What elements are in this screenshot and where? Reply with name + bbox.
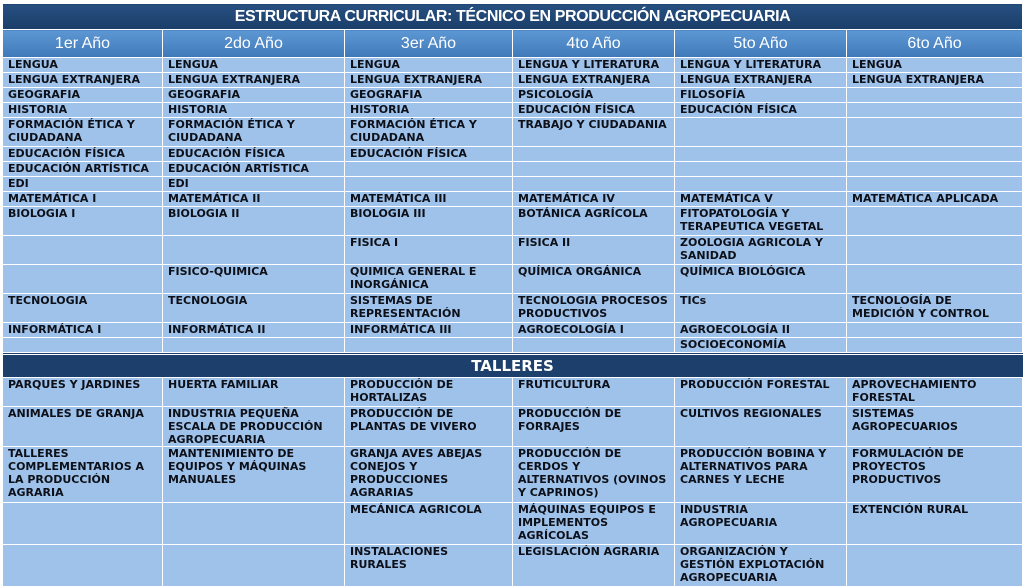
table-cell	[513, 177, 675, 192]
table-cell: EDUCACIÓN ARTÍSTICA	[3, 162, 163, 177]
year-header-row	[3, 30, 1023, 58]
table-cell: APROVECHAMIENTO FORESTAL	[847, 378, 1023, 407]
table-cell: PRODUCCIÓN DE PLANTAS DE VIVERO	[345, 407, 513, 447]
table-cell: MECÁNICA AGRICOLA	[345, 503, 513, 545]
year-header: 1er Año	[3, 30, 163, 58]
table-cell	[675, 162, 847, 177]
subject-row	[3, 265, 1023, 294]
table-cell: HISTORIA	[345, 103, 513, 118]
subject-row	[3, 338, 1023, 353]
table-cell: EDUCACIÓN FÍSICA	[163, 147, 345, 162]
table-cell	[3, 236, 163, 265]
year-header: 2do Año	[163, 30, 345, 58]
table-cell: FISICA II	[513, 236, 675, 265]
table-cell	[847, 236, 1023, 265]
subject-row	[3, 207, 1023, 236]
table-cell	[345, 162, 513, 177]
table-cell: TALLERES COMPLEMENTARIOS A LA PRODUCCIÓN AGRARIA	[3, 447, 163, 503]
table-cell: PSICOLOGÍA	[513, 88, 675, 103]
table-cell: QUIMICA GENERAL E INORGÁNICA	[345, 265, 513, 294]
table-cell: LENGUA Y LITERATURA	[513, 58, 675, 73]
table-cell	[847, 103, 1023, 118]
table-cell: FRUTICULTURA	[513, 378, 675, 407]
table-cell	[163, 503, 345, 545]
table-cell: MATEMÁTICA II	[163, 192, 345, 207]
table-cell: FORMACIÓN ÉTICA Y CIUDADANA	[3, 118, 163, 147]
table-cell	[3, 545, 163, 587]
table-cell	[513, 162, 675, 177]
table-cell	[163, 236, 345, 265]
subject-row	[3, 147, 1023, 162]
table-cell: FILOSOFÍA	[675, 88, 847, 103]
subject-row	[3, 236, 1023, 265]
table-cell: INFORMÁTICA II	[163, 323, 345, 338]
table-cell	[847, 545, 1023, 587]
table-cell: PRODUCCIÓN FORESTAL	[675, 378, 847, 407]
year-header: 5to Año	[675, 30, 847, 58]
table-cell: FORMACIÓN ÉTICA Y CIUDADANA	[163, 118, 345, 147]
subject-row	[3, 323, 1023, 338]
table-cell	[847, 207, 1023, 236]
table-cell	[847, 177, 1023, 192]
table-cell: AGROECOLOGÍA I	[513, 323, 675, 338]
table-cell: MÁQUINAS EQUIPOS E IMPLEMENTOS AGRÍCOLAS	[513, 503, 675, 545]
table-cell: MATEMÁTICA IV	[513, 192, 675, 207]
table-cell: PRODUCCIÓN DE HORTALIZAS	[345, 378, 513, 407]
table-cell: EDUCACIÓN FÍSICA	[513, 103, 675, 118]
table-cell: EDUCACIÓN FÍSICA	[3, 147, 163, 162]
table-cell	[513, 338, 675, 353]
table-cell: PRODUCCIÓN DE FORRAJES	[513, 407, 675, 447]
table-cell: EDUCACIÓN FÍSICA	[345, 147, 513, 162]
table-cell	[675, 177, 847, 192]
subject-row	[3, 162, 1023, 177]
table-cell: EXTENCIÓN RURAL	[847, 503, 1023, 545]
subject-row	[3, 294, 1023, 323]
table-cell: LENGUA EXTRANJERA	[847, 73, 1023, 88]
table-cell: GEOGRAFIA	[3, 88, 163, 103]
table-cell: QUÍMICA BIOLÓGICA	[675, 265, 847, 294]
subject-row	[3, 118, 1023, 147]
table-cell: AGROECOLOGÍA II	[675, 323, 847, 338]
curriculum-table	[2, 3, 1023, 587]
table-cell: LENGUA EXTRANJERA	[513, 73, 675, 88]
table-cell: FORMACIÓN ÉTICA Y CIUDADANA	[345, 118, 513, 147]
table-cell: LENGUA EXTRANJERA	[163, 73, 345, 88]
year-header: 4to Año	[513, 30, 675, 58]
table-cell: LENGUA	[3, 58, 163, 73]
table-cell: GRANJA AVES ABEJAS CONEJOS Y PRODUCCIONES AGRARIAS	[345, 447, 513, 503]
table-cell: FITOPATOLOGÍA Y TERAPEUTICA VEGETAL	[675, 207, 847, 236]
table-cell	[847, 338, 1023, 353]
table-cell: BIOLOGIA III	[345, 207, 513, 236]
talleres-section	[3, 355, 1023, 378]
table-cell: MATEMÁTICA III	[345, 192, 513, 207]
table-cell: GEOGRAFIA	[163, 88, 345, 103]
table-cell: FORMULACIÓN DE PROYECTOS PRODUCTIVOS	[847, 447, 1023, 503]
table-cell	[163, 338, 345, 353]
table-cell: ZOOLOGIA AGRICOLA Y SANIDAD	[675, 236, 847, 265]
table-cell: LENGUA EXTRANJERA	[3, 73, 163, 88]
table-cell: PRODUCCIÓN DE CERDOS Y ALTERNATIVOS (OVINOS Y CAPRINOS)	[513, 447, 675, 503]
table-cell: PRODUCCIÓN BOBINA Y ALTERNATIVOS PARA CARNES Y LECHE	[675, 447, 847, 503]
table-cell	[3, 503, 163, 545]
subject-row	[3, 177, 1023, 192]
year-header: 3er Año	[345, 30, 513, 58]
table-cell: INSTALACIONES RURALES	[345, 545, 513, 587]
table-cell: LENGUA	[345, 58, 513, 73]
table-cell	[3, 338, 163, 353]
table-cell: TECNOLOGIA	[163, 294, 345, 323]
table-cell	[163, 545, 345, 587]
table-cell: SOCIOECONOMÍA	[675, 338, 847, 353]
table-cell: LENGUA	[847, 58, 1023, 73]
table-cell: TECNOLOGÍA DE MEDICIÓN Y CONTROL	[847, 294, 1023, 323]
table-cell: FISICA I	[345, 236, 513, 265]
table-cell: BOTÁNICA AGRÍCOLA	[513, 207, 675, 236]
table-cell: INDUSTRIA AGROPECUARIA	[675, 503, 847, 545]
table-cell: QUÍMICA ORGÁNICA	[513, 265, 675, 294]
table-title: ESTRUCTURA CURRICULAR: TÉCNICO EN PRODUCCIÓN AGROPECUARIA	[3, 4, 1023, 30]
title-row	[3, 4, 1023, 30]
table-cell: MANTENIMIENTO DE EQUIPOS Y MÁQUINAS MANUALES	[163, 447, 345, 503]
year-header: 6to Año	[847, 30, 1023, 58]
table-cell: MATEMÁTICA I	[3, 192, 163, 207]
table-cell: SISTEMAS DE REPRESENTACIÓN	[345, 294, 513, 323]
subjects-body	[3, 58, 1023, 355]
table-cell: SISTEMAS AGROPECUARIOS	[847, 407, 1023, 447]
table-cell: TECNOLOGIA PROCESOS PRODUCTIVOS	[513, 294, 675, 323]
taller-row	[3, 545, 1023, 587]
table-cell	[847, 147, 1023, 162]
table-cell: BIOLOGIA II	[163, 207, 345, 236]
taller-row	[3, 503, 1023, 545]
taller-row	[3, 378, 1023, 407]
table-cell: BIOLOGIA I	[3, 207, 163, 236]
table-cell: LEGISLACIÓN AGRARIA	[513, 545, 675, 587]
table-cell	[513, 147, 675, 162]
table-cell	[847, 265, 1023, 294]
table-cell: EDUCACIÓN FÍSICA	[675, 103, 847, 118]
talleres-title: TALLERES	[3, 355, 1023, 378]
talleres-body	[3, 378, 1023, 587]
table-cell	[345, 338, 513, 353]
table-cell	[847, 162, 1023, 177]
table-cell: HUERTA FAMILIAR	[163, 378, 345, 407]
table-cell: HISTORIA	[163, 103, 345, 118]
table-cell: TRABAJO Y CIUDADANIA	[513, 118, 675, 147]
table-cell: MATEMÁTICA V	[675, 192, 847, 207]
table-cell: INDUSTRIA PEQUEÑA ESCALA DE PRODUCCIÓN AGROPECUARIA	[163, 407, 345, 447]
table-cell: EDI	[163, 177, 345, 192]
table-cell: TECNOLOGIA	[3, 294, 163, 323]
table-cell	[345, 177, 513, 192]
table-cell: EDUCACIÓN ARTÍSTICA	[163, 162, 345, 177]
table-cell	[3, 265, 163, 294]
table-cell: LENGUA	[163, 58, 345, 73]
table-cell: TICs	[675, 294, 847, 323]
table-cell: LENGUA EXTRANJERA	[345, 73, 513, 88]
subject-row	[3, 58, 1023, 73]
talleres-header-row	[3, 355, 1023, 378]
table-cell: LENGUA Y LITERATURA	[675, 58, 847, 73]
table-cell: ORGANIZACIÓN Y GESTIÓN EXPLOTACIÓN AGROPECUARIA	[675, 545, 847, 587]
subject-row	[3, 73, 1023, 88]
taller-row	[3, 447, 1023, 503]
table-cell: MATEMÁTICA APLICADA	[847, 192, 1023, 207]
table-cell	[675, 118, 847, 147]
table-cell: LENGUA EXTRANJERA	[675, 73, 847, 88]
table-cell: INFORMÁTICA I	[3, 323, 163, 338]
table-cell: FISICO-QUIMICA	[163, 265, 345, 294]
table-cell: EDI	[3, 177, 163, 192]
taller-row	[3, 407, 1023, 447]
subject-row	[3, 88, 1023, 103]
table-cell: INFORMÁTICA III	[345, 323, 513, 338]
table-cell: HISTORIA	[3, 103, 163, 118]
table-cell: CULTIVOS REGIONALES	[675, 407, 847, 447]
table-cell: GEOGRAFIA	[345, 88, 513, 103]
table-cell: ANIMALES DE GRANJA	[3, 407, 163, 447]
table-cell: PARQUES Y JARDINES	[3, 378, 163, 407]
subject-row	[3, 192, 1023, 207]
table-cell	[847, 323, 1023, 338]
table-cell	[847, 118, 1023, 147]
table-cell	[847, 88, 1023, 103]
table-cell	[675, 147, 847, 162]
subject-row	[3, 103, 1023, 118]
